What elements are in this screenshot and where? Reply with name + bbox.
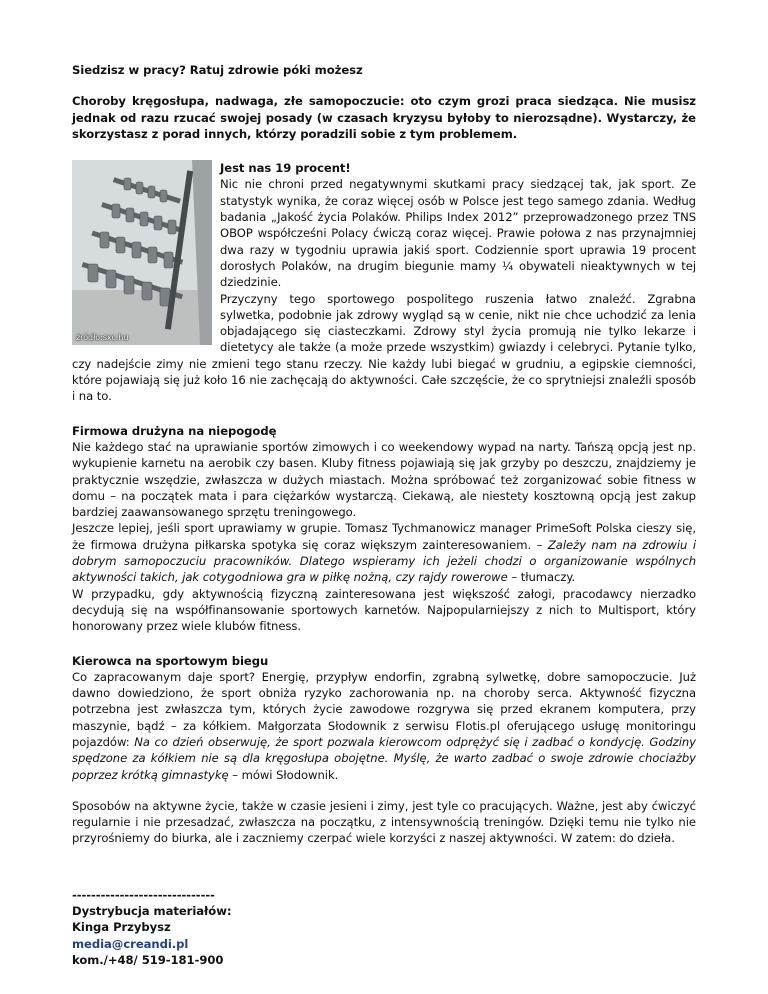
signature-email-line <box>72 936 696 952</box>
paragraph-text: – mówi Słodownik. <box>228 767 339 782</box>
signature-divider: ------------------------------ <box>72 887 215 902</box>
section-intro <box>72 160 696 404</box>
photo-source-caption: źródło:sxc.hu <box>76 333 129 343</box>
section-driver <box>72 653 696 783</box>
section-company-team <box>72 423 696 635</box>
dumbbell-rack-photo <box>72 160 212 345</box>
section-heading-19-percent: Jest nas 19 procent! <box>220 161 351 176</box>
article-lead: Choroby kręgosłupa, nadwaga, złe samopoczucie: oto czym grozi praca siedząca. Nie musisz jednak od razu rzucać swojej posady (w czasach kryzysu byłoby to nierozsądne). Wystarczy, że skorzystasz z porad innych, którzy poradzili sobie z tym problemem. <box>72 94 696 141</box>
signature-name: Kinga Przybysz <box>72 920 171 935</box>
paragraph-text: Co zapracowanym daje sport? Energię, przypływ endorfin, zgrabną sylwetkę, dobre samopoczucie. Już dawno dowiedziono, że sport obniża ryzyko zachorowania np. na choroby serca. Aktywność fizyczna potrzebna jest zwłaszcza tym, których życie zawodowe rozgrywa się przed ekranem komputera, przy maszynie, bądź – za kółkiem. Małgorzata Słodownik z serwisu Flotis.pl oferującego usługę monitoringu pojazdów: <box>72 669 696 749</box>
quote-tychmanowicz: Zależy nam na zdrowiu i dobrym samopoczuciu pracowników. Dlatego wspieramy ich jeżeli chodzi o organizowanie wspólnych aktywności takich, jak cotygodniowa gra w piłkę nożną, czy rajdy rowerowe <box>72 537 696 585</box>
closing-paragraph: Sposobów na aktywne życie, także w czasie jesieni i zimy, jest tyle co pracujących. Ważne, jest aby ćwiczyć regularnie i nie przesadzać, zwłaszcza na początku, z intensywnością treningów. Dzięki temu nie tylko nie przyrośniemy do biurka, ale i zaczniemy czerpać wiele korzyści z naszej aktywności. W zatem: do dzieła. <box>72 798 696 846</box>
article-title: Siedzisz w pracy? Ratuj zdrowie póki możesz <box>72 63 363 77</box>
email-link[interactable]: media@creandi.pl <box>72 936 189 951</box>
section-driver-paragraph-1 <box>72 669 696 783</box>
signature-label: Dystrybucja materiałów: <box>72 904 232 919</box>
signature-block <box>72 887 696 968</box>
paragraph-text: Jeszcze lepiej, jeśli sport uprawiamy w grupie. Tomasz Tychmanowicz manager PrimeSoft Polska cieszy się, że firmowa drużyna piłkarska spotyka się coraz większym zainteresowaniem. – <box>72 521 696 552</box>
document-page <box>72 62 696 968</box>
section-company-team-paragraph-1: Nie każdego stać na uprawianie sportów zimowych i co weekendowy wypad na narty. Tańszą opcją jest np. wykupienie karnetu na aerobik czy basen. Kluby fitness pojawiają się jak grzyby po deszczu, znajdziemy je praktycznie wszędzie, zwłaszcza w dużych miastach. Można spróbować też zorganizować sobie fitness w domu – na początek mata i para ciężarków wystarczą. Ciekawą, ale niestety kosztowną opcją jest zakup bardziej zaawansowanego sprzętu treningowego. <box>72 439 696 520</box>
section-company-team-paragraph-2 <box>72 520 696 585</box>
section-intro-paragraph-2: Przyczyny tego sportowego pospolitego ruszenia łatwo znaleźć. Zgrabna sylwetka, podobnie jak zdrowy wygląd są w cenie, nikt nie chce uchodzić za lenia objadającego się ciasteczkami. Zdrowy styl życia promują nie tylko lekarze i dietetycy ale także (a może przede wszystkim) gwiazdy i celebryci. Pytanie tylko, czy nadejście zimy nie zmieni tego stanu rzeczy. Nie każdy lubi biegać w grudniu, a egipskie ciemności, które pojawiają się już koło 16 nie zachęcają do aktywności. Całe szczęście, że co sprytniejsi znaleźli sposób i na to. <box>72 291 696 404</box>
signature-phone: kom./+48/ 519-181-900 <box>72 952 224 967</box>
section-company-team-paragraph-3: W przypadku, gdy aktywnością fizyczną zainteresowana jest większość załogi, pracodawcy nierzadko decydują się na współfinansowanie sportowych karnetów. Najpopularniejszy z nich to Multisport, który honorowany przez wiele klubów fitness. <box>72 586 696 634</box>
quote-slodownik: Na co dzień obserwuję, że sport pozwala kierowcom odprężyć się i zadbać o kondycję. Godziny spędzone za kółkiem nie są dla kręgosłupa obojętne. Myślę, że warto zadbać o swoje zdrowie chociażby poprzez krótką gimnastykę <box>72 734 696 782</box>
section-intro-paragraph-1: Nic nie chroni przed negatywnymi skutkami pracy siedzącej tak, jak sport. Ze statystyk wynika, że coraz więcej osób w Polsce jest tego samego zdania. Według badania „Jakość życia Polaków. Philips Index 2012” przeprowadzonego przez TNS OBOP współcześni Polacy ćwiczą coraz więcej. Prawie połowa z nas przynajmniej dwa razy w tygodniu uprawia jakiś sport. Codziennie sport uprawia 19 procent dorosłych Polaków, na drugim biegunie mamy ¼ obywateli nieaktywnych w tej dziedzinie. <box>220 177 696 290</box>
paragraph-text: – tłumaczy. <box>507 570 576 585</box>
section-heading-driver: Kierowca na sportowym biegu <box>72 653 269 668</box>
dumbbell-rack-illustration <box>72 160 212 345</box>
section-heading-company-team: Firmowa drużyna na niepogodę <box>72 423 277 438</box>
